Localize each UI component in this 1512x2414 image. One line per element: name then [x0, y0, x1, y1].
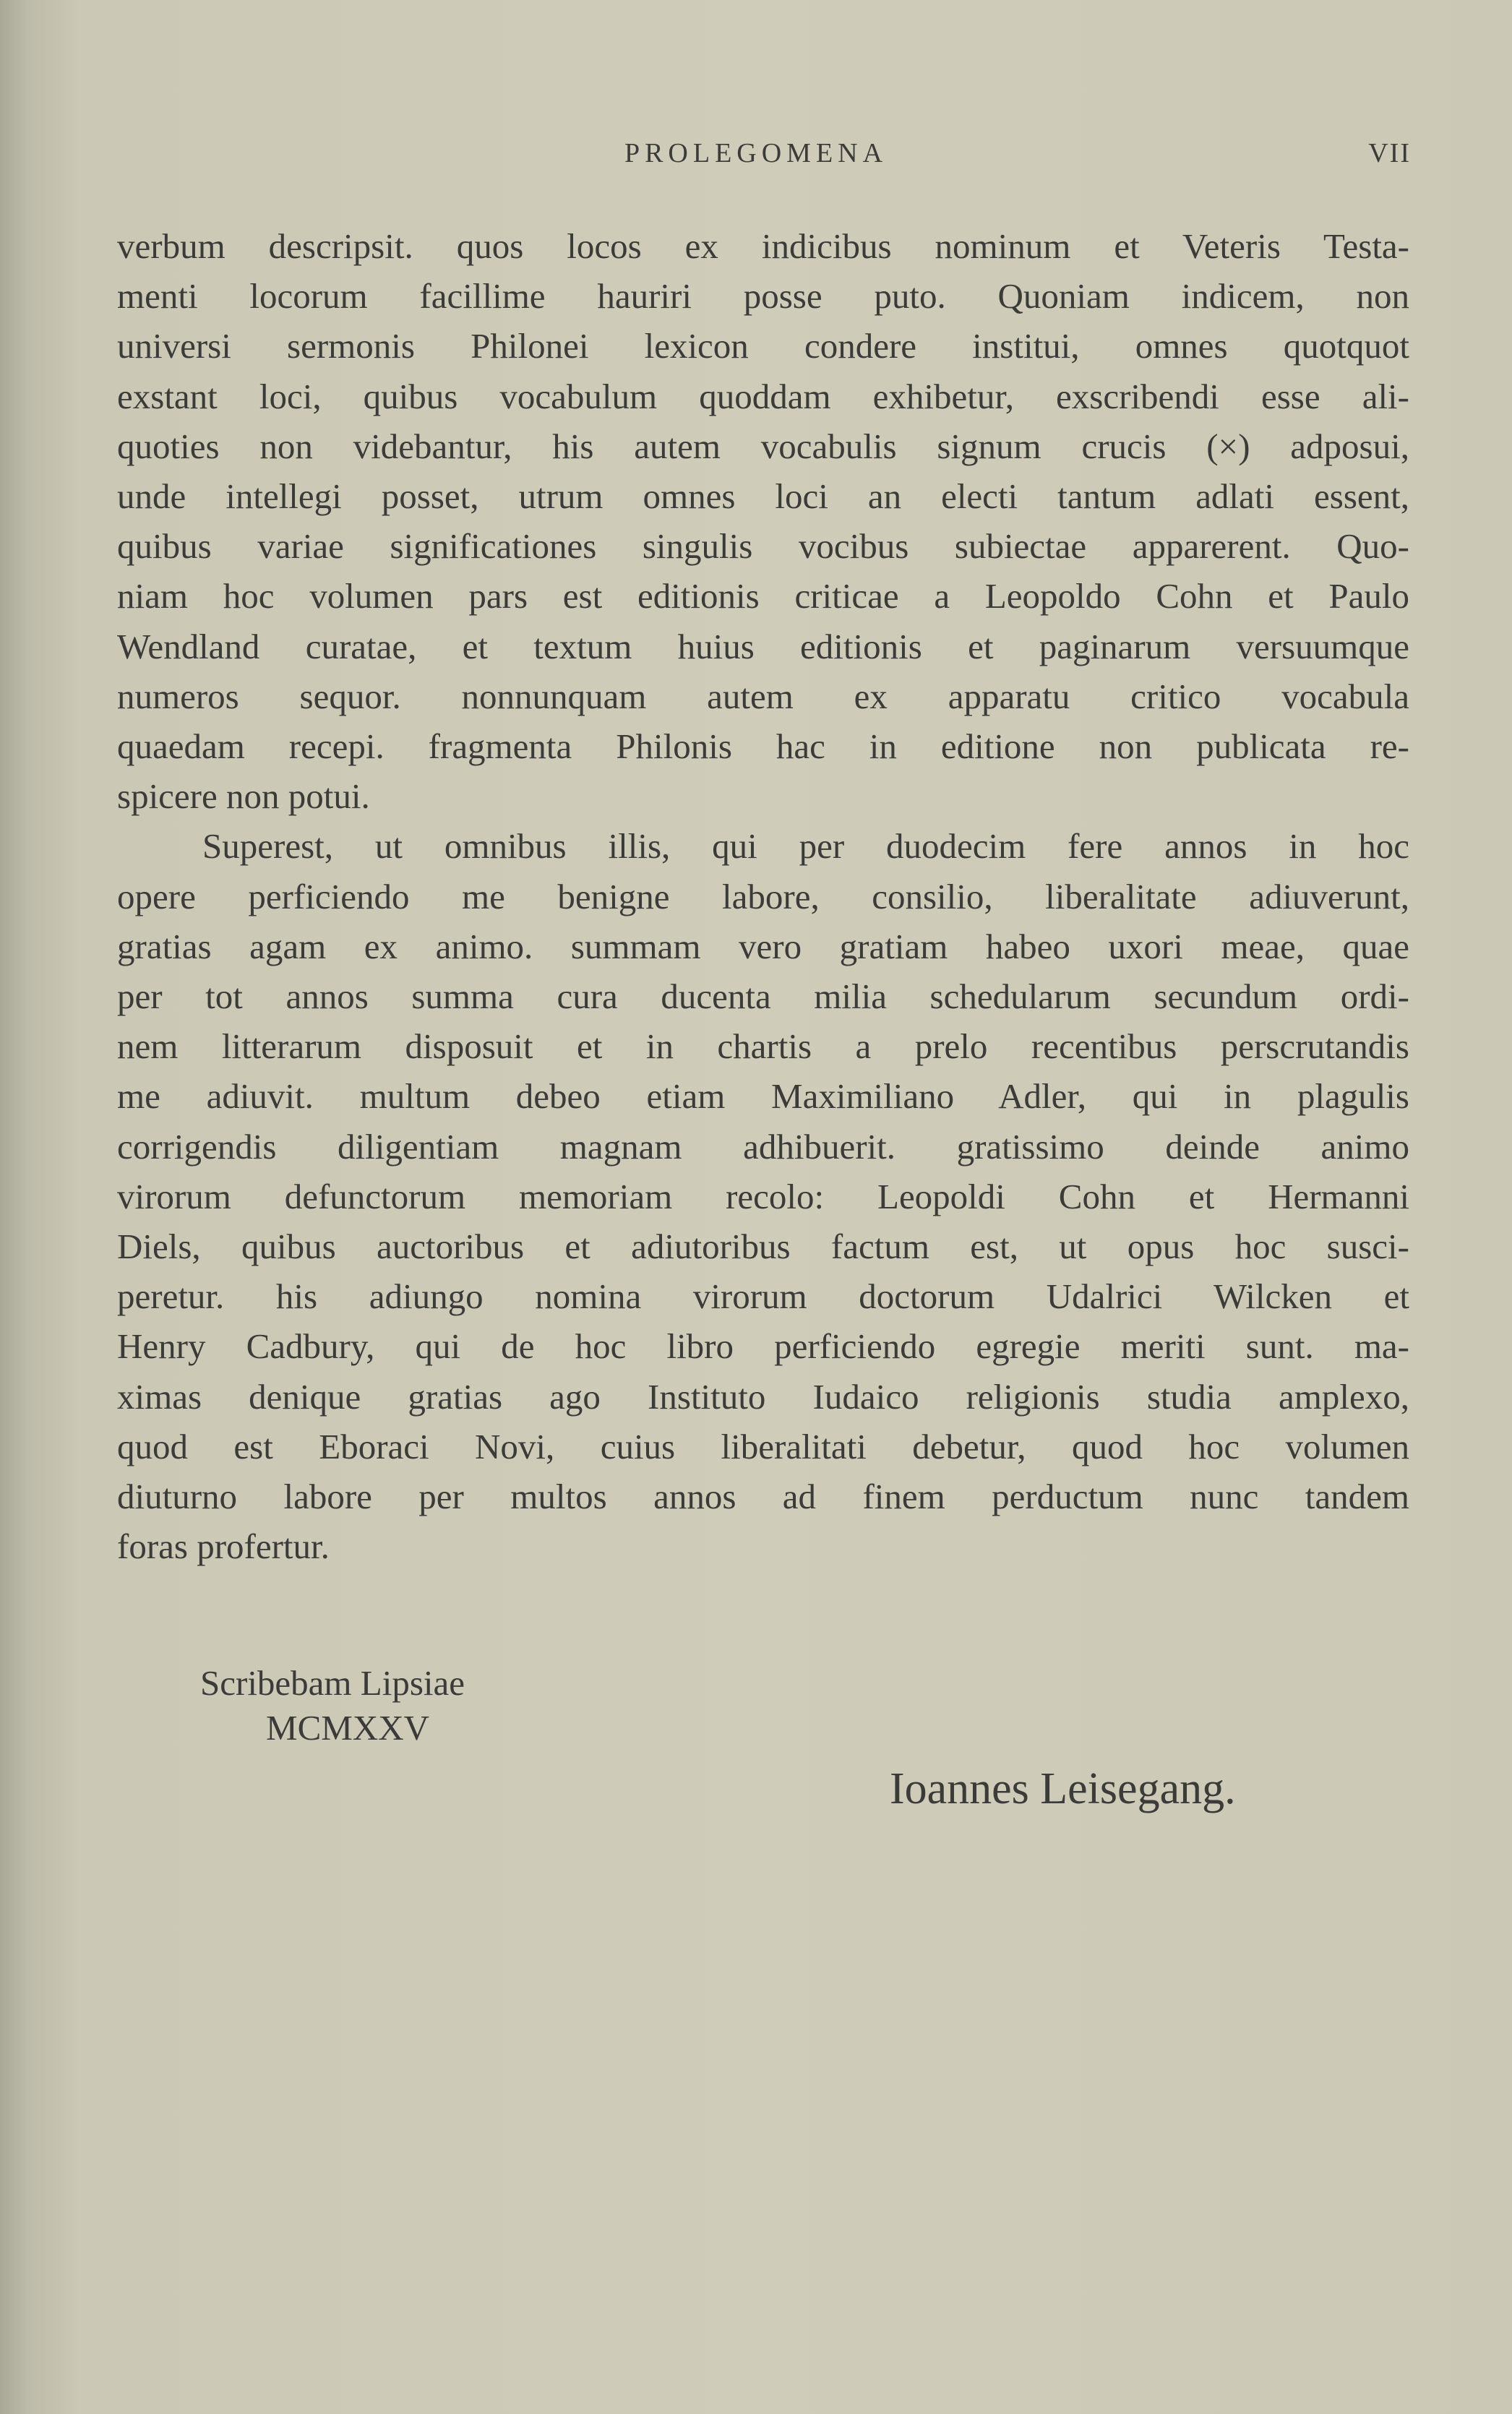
text-line: quibus variae significationes singulis vocibus subiectae apparerent. Quo-: [117, 526, 1409, 567]
text-line: opere perficiendo me benigne labore, consilio, liberalitate adiuverunt,: [117, 876, 1409, 916]
author-signature: Ioannes Leisegang.: [890, 1764, 1236, 1813]
text-line: nem litterarum disposuit et in chartis a prelo recentibus perscrutandis: [117, 1026, 1409, 1067]
text-line: quod est Eboraci Novi, cuius liberalitati debetur, quod hoc volumen: [117, 1426, 1409, 1466]
text-line: Superest, ut omnibus illis, qui per duodecim fere annos in hoc: [202, 826, 1409, 867]
text-line: me adiuvit. multum debeo etiam Maximiliano Adler, qui in plagulis: [117, 1076, 1409, 1117]
text-line: menti locorum facillime hauriri posse puto. Quoniam indicem, non: [117, 276, 1409, 317]
text-line: unde intellegi posset, utrum omnes loci an electi tantum adlati essent,: [117, 476, 1409, 516]
text-line: universi sermonis Philonei lexicon condere institui, omnes quotquot: [117, 326, 1409, 366]
text-line: verbum descripsit. quos locos ex indicibus nominum et Veteris Testa-: [117, 226, 1409, 266]
text-line: ximas denique gratias ago Instituto Iudaico religionis studia amplexo,: [117, 1376, 1409, 1417]
page-number: VII: [1368, 138, 1411, 168]
text-line: spicere non potui.: [117, 776, 370, 817]
closing-year: MCMXXV: [266, 1708, 429, 1748]
text-line: Wendland curatae, et textum huius editionis et paginarum versuumque: [117, 626, 1409, 666]
text-line: peretur. his adiungo nomina virorum doctorum Udalrici Wilcken et: [117, 1276, 1409, 1317]
text-line: diuturno labore per multos annos ad finem perductum nunc tandem: [117, 1477, 1409, 1516]
text-line: corrigendis diligentiam magnam adhibuerit. gratissimo deinde animo: [117, 1126, 1409, 1167]
running-header-title: PROLEGOMENA: [624, 138, 888, 168]
text-line: Henry Cadbury, qui de hoc libro perficiendo egregie meriti sunt. ma-: [117, 1326, 1409, 1367]
text-line: quaedam recepi. fragmenta Philonis hac in editione non publicata re-: [117, 726, 1409, 766]
closing-place: Scribebam Lipsiae: [200, 1663, 465, 1703]
text-line: quoties non videbantur, his autem vocabulis signum crucis (×) adposui,: [117, 426, 1409, 466]
text-line: gratias agam ex animo. summam vero gratiam habeo uxori meae, quae: [117, 926, 1409, 966]
text-line: niam hoc volumen pars est editionis criticae a Leopoldo Cohn et Paulo: [117, 576, 1409, 617]
text-line: exstant loci, quibus vocabulum quoddam exhibetur, exscribendi esse ali-: [117, 376, 1409, 416]
text-line: virorum defunctorum memoriam recolo: Leopoldi Cohn et Hermanni: [117, 1176, 1409, 1216]
text-line: per tot annos summa cura ducenta milia schedularum secundum ordi-: [117, 976, 1409, 1016]
text-line: foras profertur.: [117, 1526, 330, 1567]
text-line: Diels, quibus auctoribus et adiutoribus factum est, ut opus hoc susci-: [117, 1227, 1409, 1266]
text-line: numeros sequor. nonnunquam autem ex apparatu critico vocabula: [117, 676, 1409, 716]
